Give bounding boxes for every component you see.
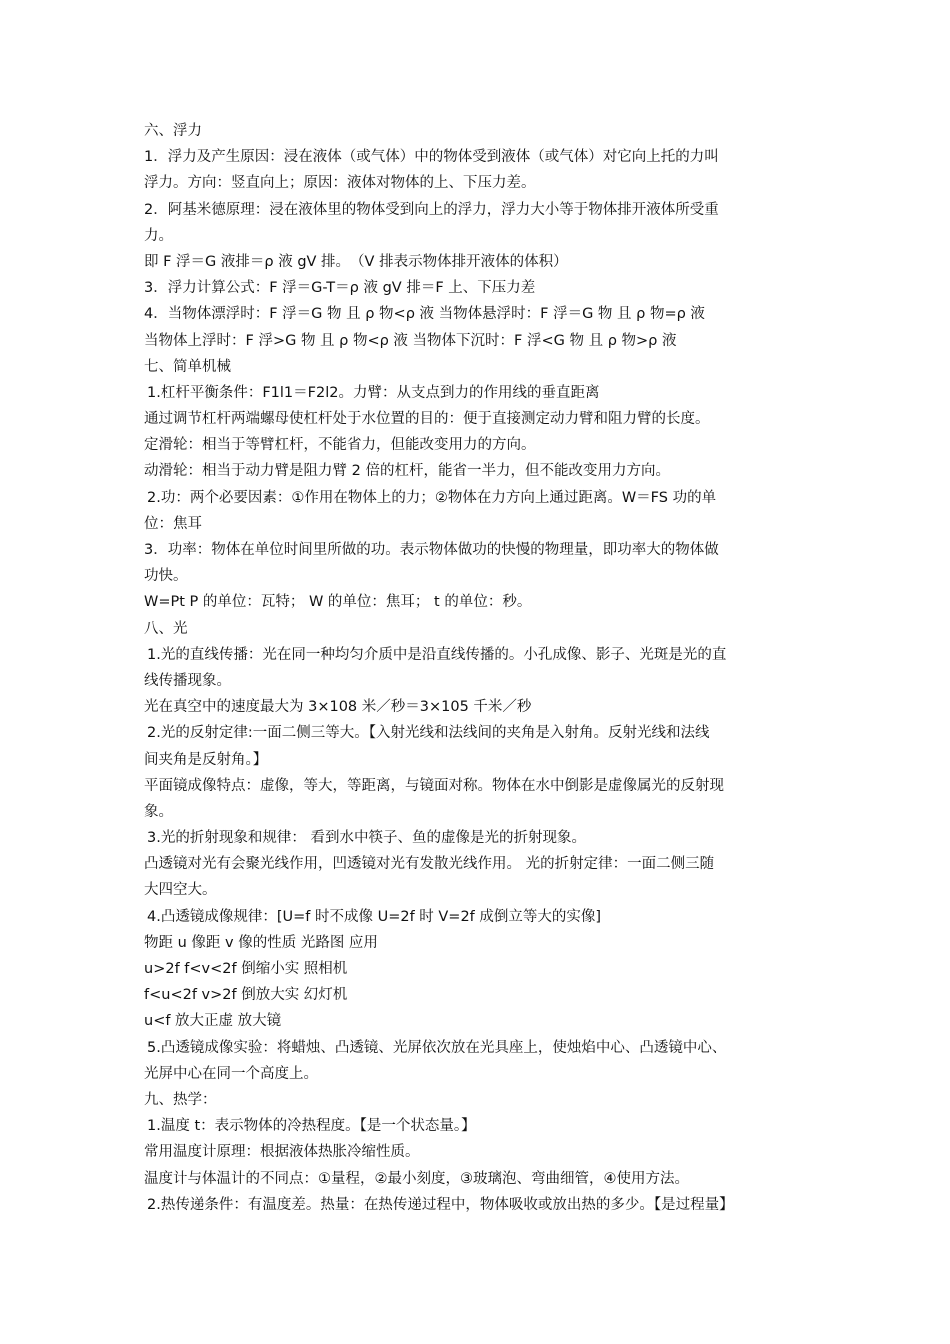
text-line: 2.热传递条件：有温度差。热量：在热传递过程中，物体吸收或放出热的多少。【是过程量】	[147, 1196, 734, 1213]
text-line: 即 F 浮＝G 液排＝ρ 液 gV 排。 （V 排表示物体排开液体的体积）	[144, 253, 568, 270]
text-line: 2．阿基米德原理：浸在液体里的物体受到向上的浮力，浮力大小等于物体排开液体所受重	[144, 201, 719, 218]
text-line: 物距 u 像距 v 像的性质 光路图 应用	[144, 934, 378, 951]
text-line: 3.光的折射现象和规律： 看到水中筷子、鱼的虚像是光的折射现象。	[147, 830, 586, 847]
text-line: 温度计与体温计的不同点：①量程，②最小刻度，③玻璃泡、弯曲细管，④使用方法。	[144, 1170, 689, 1187]
text-line: 当物体上浮时：F 浮>G 物 且 ρ 物<ρ 液 当物体下沉时：F 浮<G 物 且 ρ 物>ρ 液	[144, 332, 677, 349]
text-line: 1.杠杆平衡条件：F1l1＝F2l2。力臂：从支点到力的作用线的垂直距离	[147, 384, 600, 401]
text-line: 功快。	[144, 568, 188, 585]
section-heading: 九、热学：	[144, 1091, 217, 1108]
text-line: f<u<2f v>2f 倒放大实 幻灯机	[144, 987, 348, 1004]
text-line: 3．功率：物体在单位时间里所做的功。表示物体做功的快慢的物理量，即功率大的物体做	[144, 542, 719, 558]
section-heading: 六、浮力	[144, 123, 202, 139]
text-line: 力。	[144, 227, 173, 244]
text-line: u>2f f<v<2f 倒缩小实 照相机	[144, 961, 348, 977]
text-line: 2.功：两个必要因素：①作用在物体上的力；②物体在力方向上通过距离。W＝FS 功的单	[147, 489, 717, 506]
text-line: 1．浮力及产生原因：浸在液体（或气体）中的物体受到液体（或气体）对它向上托的力叫	[144, 149, 719, 166]
text-line: 浮力。方向：竖直向上；原因：液体对物体的上、下压力差。	[144, 175, 536, 192]
text-line: 1.温度 t：表示物体的冷热程度。【是一个状态量。】	[147, 1118, 476, 1135]
text-line: 动滑轮：相当于动力臂是阻力臂 2 倍的杠杆，能省一半力，但不能改变用力方向。	[144, 463, 670, 480]
section-heading: 八、光	[144, 620, 188, 637]
text-line: W=Pt P 的单位：瓦特； W 的单位：焦耳； t 的单位：秒。	[144, 594, 532, 611]
text-line: 平面镜成像特点：虚像，等大，等距离，与镜面对称。物体在水中倒影是虚像属光的反射现	[144, 777, 724, 794]
text-line: 1.光的直线传播：光在同一种均匀介质中是沿直线传播的。小孔成像、影子、光斑是光的直	[147, 646, 727, 663]
text-line: 间夹角是反射角。】	[144, 751, 268, 768]
text-line: 凸透镜对光有会聚光线作用，凹透镜对光有发散光线作用。 光的折射定律：一面二侧三随	[144, 856, 715, 873]
text-line: 光在真空中的速度最大为 3×108 米／秒＝3×105 千米／秒	[144, 699, 532, 716]
text-line: 定滑轮：相当于等臂杠杆，不能省力，但能改变用力的方向。	[144, 437, 536, 454]
text-line: 大四空大。	[144, 882, 217, 899]
text-line: u<f 放大正虚 放大镜	[144, 1013, 282, 1030]
text-line: 位：焦耳	[144, 515, 202, 532]
text-line: 2.光的反射定律:一面二侧三等大。【入射光线和法线间的夹角是入射角。反射光线和法线	[147, 725, 710, 742]
text-line: 5.凸透镜成像实验：将蜡烛、凸透镜、光屏依次放在光具座上，使烛焰中心、凸透镜中心、	[147, 1039, 727, 1056]
text-line: 常用温度计原理：根据液体热胀冷缩性质。	[144, 1144, 420, 1161]
text-line: 4.凸透镜成像规律：[U=f 时不成像 U=2f 时 V=2f 成倒立等大的实像]	[147, 908, 602, 925]
text-line: 3．浮力计算公式：F 浮＝G-T＝ρ 液 gV 排＝F 上、下压力差	[144, 280, 536, 297]
text-line: 通过调节杠杆两端螺母使杠杆处于水位置的目的：便于直接测定动力臂和阻力臂的长度。	[144, 411, 710, 428]
text-line: 光屏中心在同一个高度上。	[144, 1065, 318, 1082]
document-text	[144, 118, 814, 1218]
text-line: 4．当物体漂浮时：F 浮＝G 物 且 ρ 物<ρ 液 当物体悬浮时：F 浮＝G 物 且 ρ 物=ρ 液	[144, 306, 705, 323]
section-heading: 七、简单机械	[144, 358, 231, 375]
text-line: 线传播现象。	[144, 672, 231, 689]
text-line: 象。	[144, 803, 173, 820]
